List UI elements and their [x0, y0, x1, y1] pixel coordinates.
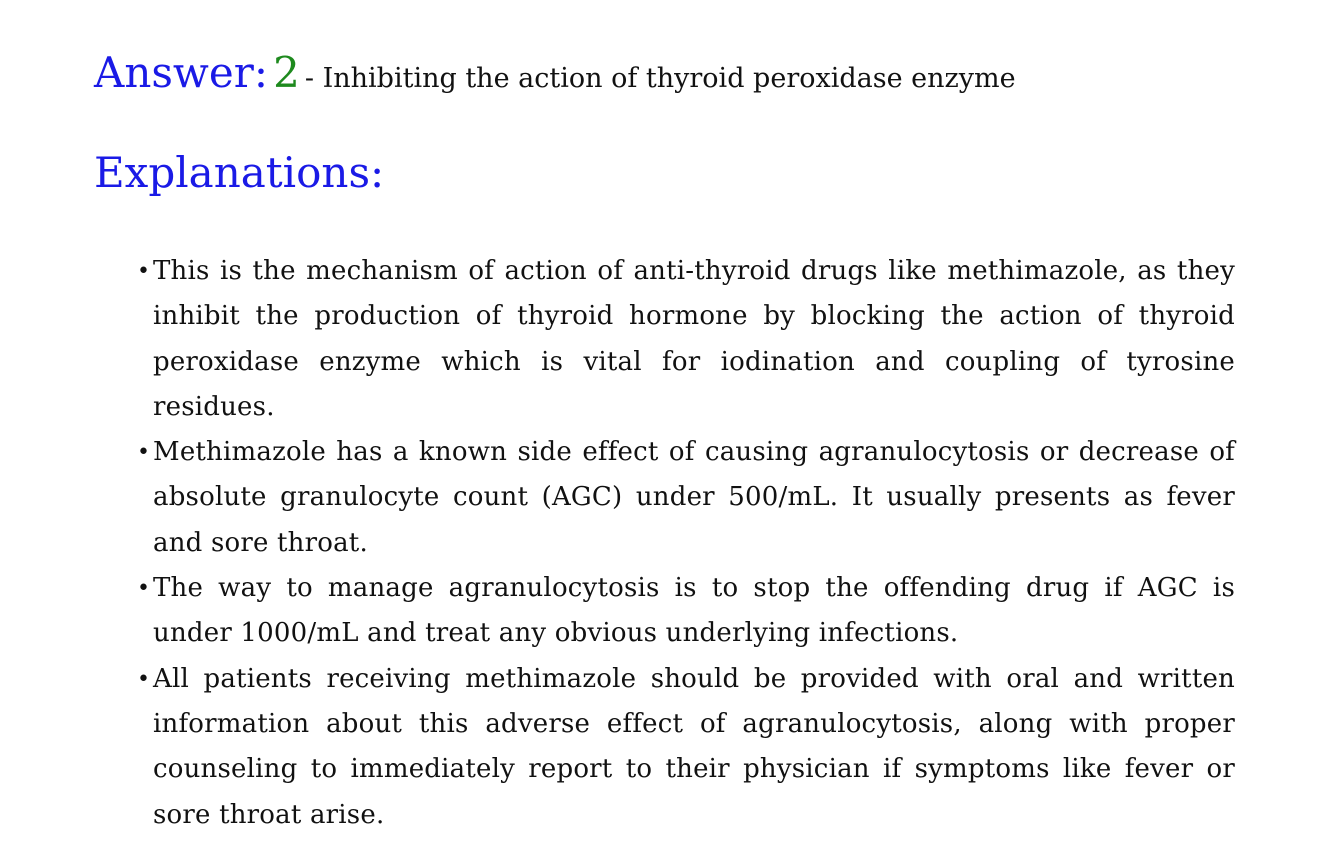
answer-text: - Inhibiting the action of thyroid peroxidase enzyme: [304, 63, 1016, 94]
explanations-list: [137, 249, 1235, 838]
list-item: [137, 566, 1235, 657]
bullet-icon: •: [137, 259, 151, 284]
list-item: [137, 249, 1235, 430]
bullet-icon: •: [137, 576, 151, 602]
answer-number: 2: [273, 48, 300, 97]
list-item-text: The way to manage agranulocytosis is to stop the offending drug if AGC is under 1000/mL and treat any obvious underlying infections.: [153, 573, 1235, 649]
bullet-icon: •: [137, 666, 151, 692]
list-item: [137, 657, 1235, 838]
list-item-text: This is the mechanism of action of anti-thyroid drugs like methimazole, as they inhibit the production of thyroid hormone by blocking the action of thyroid peroxidase enzyme which is vital for iodination and coupling of tyrosine residues.: [153, 256, 1235, 422]
bullet-icon: •: [137, 440, 151, 466]
list-item-text: Methimazole has a known side effect of causing agranulocytosis or decrease of absolute granulocyte count (AGC) under 500/mL. It usually presents as fever and sore throat.: [153, 437, 1235, 558]
list-item: [137, 430, 1235, 566]
list-item-text: All patients receiving methimazole should be provided with oral and written information about this adverse effect of agranulocytosis, along with proper counseling to immediately report to their physician if symptoms like fever or sore throat arise.: [153, 663, 1235, 830]
answer-line: [94, 48, 1016, 97]
explanations-heading: Explanations:: [94, 148, 385, 197]
answer-label: Answer:: [94, 48, 268, 97]
